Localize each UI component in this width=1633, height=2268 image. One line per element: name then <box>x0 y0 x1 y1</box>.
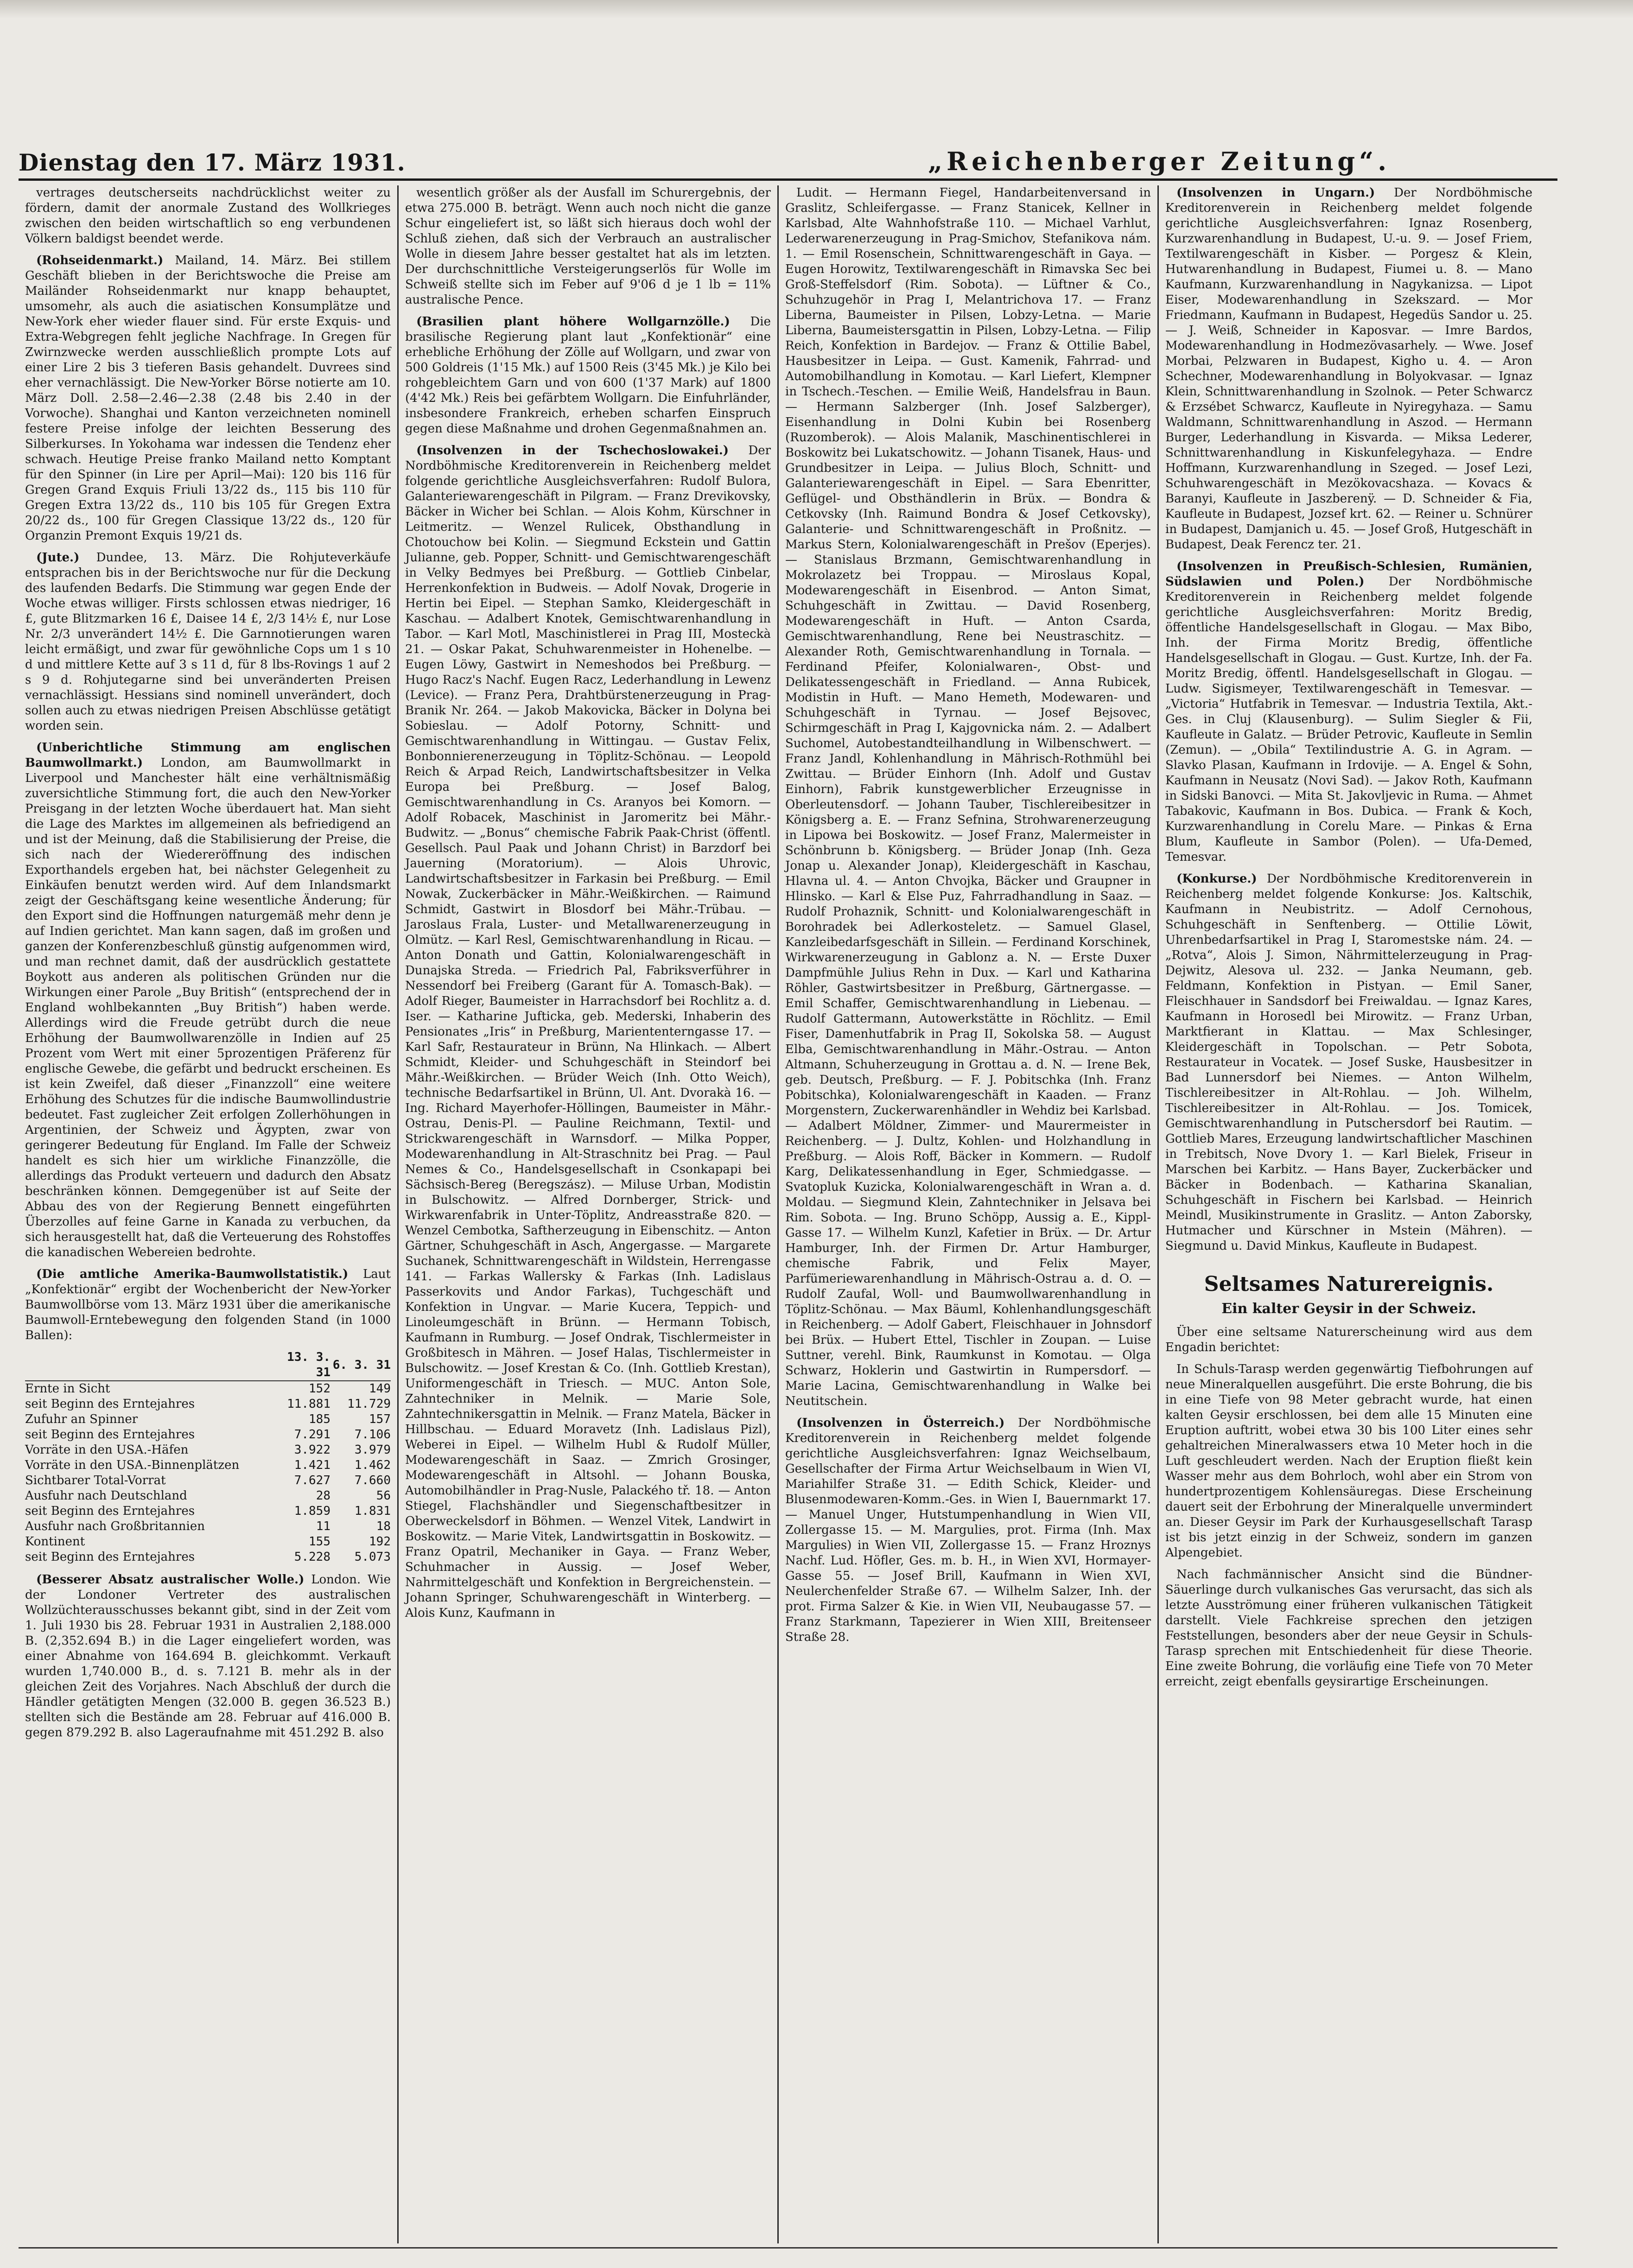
table-row <box>25 1442 391 1458</box>
table-row <box>25 1534 391 1550</box>
paragraph: Ludit. — Hermann Fiegel, Handarbeitenversand in Graslitz, Schleifergasse. — Franz Stanicek, Kellner in Karlsbad, Alte Wahnhofstraße 110. — Michael Varhlut, Lederwarenerzeugung in Prag-Smichov, Stefanikova nám. 1. — Emil Rosenschein, Schnittwarengeschäft in Gaya. — Eugen Horowitz, Textilwarengeschäft in Rimavska Sec bei Groß-Steffelsdorf (Rim. Sobota). — Lüftner & Co., Schuhzugehör in Prag I, Melantrichova 17. — Franz Liberna, Baumeister in Pilsen, Lobzy-Letna. — Marie Liberna, Baumeistersgattin in Pilsen, Lobzy-Letna. — Filip Reich, Konfektion in Bardejov. — Franz & Ottilie Babel, Hausbesitzer in Leipa. — Gust. Kamenik, Fahrrad- und Automobilhandlung in Komotau. — Karl Liefert, Klempner in Tschech.-Teschen. — Emilie Weiß, Handelsfrau in Baun. — Hermann Salzberger (Inh. Josef Salzberger), Eisenhandlung in Dolni Kubin bei Rosenberg (Ruzomberok). — Alois Malanik, Maschinentischlerei in Boskowitz bei Lukatschowitz. — Johann Tisanek, Haus- und Grundbesitzer in Leipa. — Julius Bloch, Schnitt- und Galanteriewarengeschäft in Eipel. — Sara Ebenritter, Geflügel- und Obsthändlerin in Brüx. — Bondra & Cetkovsky (Inh. Raimund Bondra & Josef Cetkovsky), Galanterie- und Schnittwarengeschäft in Proßnitz. — Markus Stern, Kolonialwarengeschäft in Prešov (Eperjes). — Stanislaus Brzmann, Gemischtwarenhandlung in Mokrolazetz bei Troppau. — Miroslaus Kopal, Modewarengeschäft in Eisenbrod. — Anton Simat, Schuhgeschäft in Zwittau. — David Rosenberg, Modewarengeschäft in Huft. — Anton Csarda, Gemischtwarenhandlung, Rene bei Neustraschitz. — Alexander Roth, Gemischtwarenhandlung in Tornala. — Ferdinand Pfeifer, Kolonialwaren-, Obst- und Delikatessengeschäft in Friedland. — Anna Rubicek, Modistin in Huft. — Mano Hemeth, Modewaren- und Schuhgeschäft in Tyrnau. — Josef Bejsovec, Schirmgeschäft in Prag I, Kajgovnicka nám. 2. — Adalbert Suchomel, Autobestandteilhandlung in Wilbenschwert. — Franz Jandl, Kohlenhandlung in Mährisch-Rothmühl bei Zwittau. — Brüder Einhorn (Inh. Adolf und Gustav Einhorn), Fabrik kunstgewerblicher Erzeugnisse in Oberleutensdorf. — Johann Tauber, Tischlereibesitzer in Königsberg a. E. — Franz Sefnina, Strohwarenerzeugung in Lipowa bei Boskowitz. — Josef Franz, Malermeister in Schönbrunn b. Königsberg. — Brüder Jonap (Inh. Geza Jonap u. Alexander Jonap), Kleidergeschäft in Kaschau, Hlavna ul. 4. — Anton Chvojka, Bäcker und Graupner in Hlinsko. — Karl & Else Puz, Fahrradhandlung in Saaz. — Rudolf Prohaznik, Schnitt- und Kolonialwarengeschäft in Borohradek bei Adlerkosteletz. — Samuel Glasel, Kanzleibedarfsgeschäft in Sillein. — Ferdinand Korschinek, Wirkwarenerzeugung in Gablonz a. N. — Erste Duxer Dampfmühle Julius Rehn in Dux. — Karl und Katharina Röhler, Gastwirtsbesitzer in Preßburg, Gärtnergasse. — Emil Schaffer, Gemischtwarenhandlung in Liebenau. — Rudolf Gattermann, Autowerkstätte in Röchlitz. — Emil Fiser, Damenhutfabrik in Prag II, Sokolska 58. — August Elba, Gemischtwarenhandlung in Mähr.-Ostrau. — Anton Altmann, Schuherzeugung in Grottau a. d. N. — Irene Bek, geb. Deutsch, Preßburg. — F. J. Pobitschka (Inh. Franz Pobitschka), Kolonialwarengeschäft in Kaaden. — Franz Morgenstern, Zuckerwarenhändler in Wehdiz bei Karlsbad. — Adalbert Möldner, Zimmer- und Maurermeister in Reichenberg. — J. Dultz, Kohlen- und Holzhandlung in Preßburg. — Alois Roff, Bäcker in Kommern. — Rudolf Karg, Delikatessenhandlung in Eger, Schmiedgasse. — Svatopluk Kuzicka, Kolonialwarengeschäft in Wran a. d. Moldau. — Siegmund Klein, Zahntechniker in Jelsava bei Rim. Sobota. — Ing. Bruno Schöpp, Aussig a. E., Kippl-Gasse 17. — Wilhelm Kunzl, Kafetier in Brüx. — Dr. Artur Hamburger, Inh. der Firmen Dr. Artur Hamburger, chemische Fabrik, und Felix Mayer, Parfümeriewarenhandlung in Mährisch-Ostrau a. d. O. — Rudolf Zaufal, Woll- und Baumwollwarenhandlung in Töplitz-Schönau. — Max Bäuml, Kohlenhandlungsgeschäft in Reichenberg. — Adolf Gabert, Fleischhauer in Johnsdorf bei Brüx. — Hubert Ettel, Tischler in Zoupan. — Luise Suttner, verehl. Bink, Raumkunst in Komotau. — Olga Schwarz, Hoklerin und Gastwirtin in Rumpersdorf. — Marie Lacina, Gemischtwarenhandlung in Walke bei Neutitschein. <box>785 186 1151 1408</box>
table-cell: Ausfuhr nach Deutschland <box>25 1489 187 1503</box>
table-cell: Zufuhr an Spinner <box>25 1412 138 1426</box>
table-cell: 7.106 <box>354 1428 391 1442</box>
table-cell: 192 <box>369 1535 391 1549</box>
table-row <box>25 1412 391 1427</box>
paragraph-heading: (Unberichtliche Stimmung am englischen Baumwollmarkt.) <box>25 741 391 770</box>
table-row <box>25 1427 391 1442</box>
paragraph <box>25 1572 391 1741</box>
paragraph-text: Die brasilische Regierung plant laut „Konfektionär“ eine erhebliche Erhöhung der Zölle auf Wollgarn, und zwar von 500 Goldreis (1'15 Mk.) auf 1500 Reis (3'45 Mk.) je Kilo bei rohgebleichtem Garn und von 600 (1'37 Mark) auf 1800 (4'42 Mk.) Reis bei gefärbtem Wollgarn. Die Einfuhrländer, insbesondere Frankreich, erheben scharfen Einspruch gegen diese Maßnahme und drohen Gegenmaßnahmen an. <box>405 315 771 436</box>
table-cell: Vorräte in den USA.-Häfen <box>25 1443 189 1457</box>
table-cell: 7.660 <box>354 1474 391 1487</box>
paragraph-text: Der Nordböhmische Kreditorenverein in Reichenberg meldet folgende gerichtliche Ausgleichsverfahren: Moritz Bredig, öffentliche Handelsgesellschaft in Glogau. — Max Bibo, Inh. der Firma Moritz Bredig, öffentliche Handelsgesellschaft in Glogau. — Gust. Kurtze, Inh. der Fa. Moritz Bredig, öffentl. Handelsgesellschaft in Glogau. — Ludw. Sigismeyer, Textilwarengeschäft in Temesvar. — „Victoria“ Hutfabrik in Temesvar. — Industria Textila, Akt.-Ges. in Cluj (Klausenburg). — Sulim Siegler & Fii, Kaufleute in Galatz. — Brüder Petrovic, Kaufleute in Semlin (Zemun). — „Obila“ Textilindustrie A. G. in Agram. — Slavko Plasan, Kaufmann in Irdovije. — A. Engel & Sohn, Kaufmann in Neusatz (Novi Sad). — Jakov Roth, Kaufmann in Sidski Banovci. — Mita St. Jakovljevic in Ruma. — Ahmet Tabakovic, Kaufmann in Bos. Dubica. — Frank & Koch, Kurzwarenhandlung in Corelu Mare. — Pinkas & Erna Blum, Kaufleute in Sambor (Polen). — Ufa-Demed, Temesvar. <box>1165 575 1533 864</box>
table-cell: seit Beginn des Erntejahres <box>25 1397 195 1411</box>
table-cell: 11.729 <box>347 1397 391 1411</box>
table-cell: 18 <box>376 1519 391 1533</box>
page-header <box>19 139 1557 176</box>
table-cell: 157 <box>369 1412 391 1426</box>
table-row <box>25 1473 391 1488</box>
newspaper-title: „Reichenberger Zeitung“. <box>928 146 1391 176</box>
table-row <box>25 1397 391 1412</box>
table-cell: 11 <box>316 1519 330 1533</box>
paragraph: In Schuls-Tarasp werden gegenwärtig Tiefbohrungen auf neue Mineralquellen ausgeführt. Die erste Bohrung, die bis in eine Tiefe von 98 Meter gebracht wurde, hat einen kalten Geysir erschlossen, bei dem alle 15 Minuten eine Eruption auftritt, wobei etwa 30 bis 100 Liter eines sehr gehaltreichen Mineralwassers etwa 10 Meter hoch in die Luft geschleudert werden. Nach der Eruption fließt kein Wasser mehr aus dem Bohrloch, wohl aber ein Strom von hundertprozentigem Kohlensäuregas. Diese Erscheinung dauert seit der Erbohrung der Mineralquelle unvermindert an. Dieser Geysir im Park der Kurhausgesellschaft Tarasp ist bis jetzt einzig in der Schweiz, sondern im ganzen Alpengebiet. <box>1165 1362 1532 1560</box>
table-row <box>25 1381 391 1397</box>
paragraph-heading: (Insolvenzen in der Tschechoslowakei.) <box>416 444 729 457</box>
paragraph-text: London. Wie der Londoner Vertreter des australischen Wollzüchterausschusses bekannt gibt, sind in der Zeit vom 1. Juli 1930 bis 28. Februar 1931 in Australien 2,188.000 B. (2,352.694 B.) in die Lager eingeliefert worden, was einer Abnahme von 164.694 B. gleichkommt. Verkauft wurden 1,740.000 B., d. s. 7.121 B. mehr als in der gleichen Zeit des Vorjahres. Nach Abschluß der durch die Händler getätigten Mengen (32.000 B. gegen 36.523 B.) stellten sich die Bestände am 28. Februar auf 416.000 B. gegen 879.292 B. also Lageraufnahme mit 451.292 B. also <box>25 1573 391 1740</box>
paragraph: Nach fachmännischer Ansicht sind die Bündner-Säuerlinge durch vulkanisches Gas verursacht, das sich als letzte Ausströmung einer früheren vulkanischen Tätigkeit darstellt. Viele Fachkreise sprechen den jetzigen Feststellungen, besonders aber der neue Geysir in Schuls-Tarasp sprechen mit Entschiedenheit für diese Theorie. Eine zweite Bohrung, die vorläufig eine Tiefe von 70 Meter erreicht, zeigt ebenfalls geysirartige Erscheinungen. <box>1165 1568 1532 1689</box>
table-cell: seit Beginn des Erntejahres <box>25 1550 195 1564</box>
paragraph <box>1165 559 1532 865</box>
table-cell: 11.881 <box>287 1397 330 1411</box>
paragraph-text: Laut „Konfektionär“ ergibt der Wochenbericht der New-Yorker Baumwollbörse vom 13. März 1931 über die amerikanische Baumwoll-Erntebewegung den folgenden Stand (in 1000 Ballen): <box>25 1267 391 1342</box>
paragraph: vertrages deutscherseits nachdrücklichst weiter zu fördern, damit der anormale Zustand des Wollkrieges zwischen den beiden wirtschaftlich so eng verbundenen Völkern baldigst beendet werde. <box>25 186 391 246</box>
paragraph <box>405 443 771 1621</box>
table-cell: 3.979 <box>354 1443 391 1457</box>
paragraph <box>785 1416 1151 1645</box>
table-cell: 56 <box>376 1489 391 1503</box>
article-columns <box>19 185 1557 2243</box>
table-cell: 7.627 <box>294 1474 330 1487</box>
paragraph-heading: (Besserer Absatz australischer Wolle.) <box>36 1573 305 1587</box>
paragraph-text: Der Nordböhmische Kreditorenverein in Reichenberg meldet folgende gerichtliche Ausgleichsverfahren: Rudolf Bulora, Galanteriewarengeschäft in Pilgram. — Franz Drevikovsky, Bäcker in Wicher bei Schlan. — Alois Kohm, Kürschner in Leitmeritz. — Wenzel Rulicek, Obsthandlung in Chotouchow bei Kolin. — Siegmund Eckstein und Gattin Julianne, geb. Popper, Schnitt- und Gemischtwarengeschäft in Velky Bedmyes bei Preßburg. — Gottlieb Cinbelar, Herrenkonfektion in Budweis. — Adolf Novak, Drogerie in Hertin bei Eipel. — Stephan Samko, Kleidergeschäft in Kaschau. — Adalbert Knotek, Gemischtwarenhandlung in Tabor. — Karl Motl, Maschinistlerei in Prag III, Mosteckà 21. — Oskar Pakat, Schuhwarenmeister in Hohenelbe. — Eugen Löwy, Gastwirt in Nemeshodos bei Preßburg. — Hugo Racz's Nachf. Eugen Racz, Lederhandlung in Lewenz (Levice). — Franz Pera, Drahtbürstenerzeugung in Prag-Branik Nr. 264. — Jakob Makovicka, Bäcker in Dolyna bei Sobieslau. — Adolf Potorny, Schnitt- und Gemischtwarenhandlung in Wittingau. — Gustav Felix, Bonbonnierenerzeugung in Töplitz-Schönau. — Leopold Reich & Arpad Reich, Landwirtschaftsbesitzer in Velka Europa bei Preßburg. — Josef Balog, Gemischtwarenhandlung in Cs. Aranyos bei Komorn. — Adolf Robacek, Maschinist in Jaromeritz bei Mähr.-Budwitz. — „Bonus“ chemische Fabrik Paak-Christ (öffentl. Gesellsch. Paul Paak und Johann Christ) in Barzdorf bei Jauerning (Moratorium). — Alois Uhrovic, Landwirtschaftsbesitzer in Farkasin bei Preßburg. — Emil Nowak, Zuckerbäcker in Mähr.-Weißkirchen. — Raimund Schmidt, Gastwirt in Blosdorf bei Mähr.-Trübau. — Jaroslaus Frala, Luster- und Metallwarenerzeugung in Olmütz. — Karl Resl, Gemischtwarenhandlung in Ricau. — Anton Donath und Gattin, Kolonialwarengeschäft in Dunajska Streda. — Friedrich Pal, Fabriksverführer in Nessendorf bei Freiberg (Garant für A. Tomasch-Bak). — Adolf Rieger, Baumeister in Harrachsdorf bei Rochlitz a. d. Iser. — Katharine Jufticka, geb. Mederski, Inhaberin des Pensionates „Iris“ in Preßburg, Mariententerngasse 17. — Karl Safr, Restaurateur in Brünn, Na Hlinkach. — Albert Schmidt, Kleider- und Schuhgeschäft in Steindorf bei Mähr.-Weißkirchen. — Brüder Weich (Inh. Otto Weich), technische Bedarfsartikel in Brünn, Ul. Ant. Dvorakà 16. — Ing. Richard Mayerhofer-Höllingen, Baumeister in Mähr.-Ostrau, Denis-Pl. — Pauline Reichmann, Textil- und Strickwarengeschäft in Warnsdorf. — Milka Popper, Modewarenhandlung in Alt-Straschnitz bei Prag. — Paul Nemes & Co., Handelsgesellschaft in Csonkapapi bei Sächsisch-Bereg (Beregszász). — Miluse Urban, Modistin in Bulschowitz. — Alfred Dornberger, Strick- und Wirkwarenfabrik in Unter-Töplitz, Andreasstraße 820. — Wenzel Cembotka, Saftherzeugung in Eibenschitz. — Anton Gärtner, Schuhgeschäft in Asch, Angergasse. — Margarete Suchanek, Schnittwarengeschäft in Wildstein, Herrengasse 141. — Farkas Wallersky & Farkas (Inh. Ladislaus Passerkovits und Andor Farkas), Tuchgeschäft und Konfektion in Ungvar. — Marie Kucera, Teppich- und Linoleumgeschäft in Brünn. — Hermann Tobisch, Kaufmann in Rumburg. — Josef Ondrak, Tischlermeister in Großbitesch in Mähren. — Josef Halas, Tischlermeister in Bulschowitz. — Josef Krestan & Co. (Inh. Gottlieb Krestan), Uniformengeschäft in Triesch. — MUC. Anton Sole, Zahntechniker in Melnik. — Marie Sole, Zahntechnikersgattin in Melnik. — Franz Matela, Bäcker in Hillbschau. — Eduard Moravetz (Inh. Ladislaus Pizl), Weberei in Eipel. — Wilhelm Hubl & Rudolf Müller, Modewarengeschäft in Saaz. — Zmrich Grosinger, Modewarengeschäft in Altsohl. — Johann Bouska, Automobilhändler in Prag-Nusle, Palackého tř. 18. — Anton Stiegel, Flachshändler und Siegenschaftbesitzer in Oberweckelsdorf in Böhmen. — Wenzel Vitek, Landwirt in Boskowitz. — Marie Vitek, Landwirtsgattin in Boskowitz. — Franz Opatril, Mechaniker in Gaya. — Franz Weber, Schuhmacher in Aussig. — Josef Weber, Nahrmittelgeschäft und Konfektion in Bergreichenstein. — Johann Springer, Schuhwarengeschäft in Winterberg. — Alois Kunz, Kaufmann in <box>405 444 771 1620</box>
cotton-stats-table <box>25 1350 391 1565</box>
table-row <box>25 1458 391 1473</box>
paragraph <box>1165 871 1532 1254</box>
table-cell: 149 <box>369 1382 391 1396</box>
table-cell: Ernte in Sicht <box>25 1382 110 1396</box>
paragraph-text: Mailand, 14. März. Bei stillem Geschäft blieben in der Berichtswoche die Preise am Mailänder Rohseidenmarkt nur knapp behauptet, umsomehr, als auch die asiatischen Konsumplätze und New-York eher wieder flauer sind. Für erste Exquis- und Extra-Webgregen fehlt jegliche Nachfrage. In Gregen für Zwirnzwecke werden ausschließlich prompte Lots auf einer Lire 2 bis 3 tieferen Basis gehandelt. Duvrees sind eher vernachlässigt. Die New-Yorker Börse notierte am 10. März Doll. 2.58—2.46—2.38 (2.48 bis 2.40 in der Vorwoche). Shanghai und Kanton verzeichneten nominell festere Preise infolge der leichten Besserung des Silberkurses. In Yokohama war indessen die Tendenz eher schwach. Heutige Preise franko Mailand netto Komptant für den Spinner (in Lire per April—Mai): 120 bis 116 für Gregen Grand Exquis Friuli 13/22 ds., 115 bis 110 für Gregen Extra 13/22 ds., 110 bis 105 für Gregen Extra 20/22 ds., 100 für Gregen Classique 13/22 ds., 120 für Organzin Premont Exquis 19/21 ds. <box>25 254 391 543</box>
table-cell: 185 <box>309 1412 330 1426</box>
section-subtitle: Ein kalter Geysir in der Schweiz. <box>1221 1301 1476 1317</box>
paragraph-text: Dundee, 13. März. Die Rohjuteverkäufe entsprachen bis in der Berichtswoche nur für die Deckung des laufenden Bedarfs. Die Stimmung war gegen Ende der Woche etwas williger. Firsts schlossen etwas niedriger, 16 £, gute Blitzmarken 16 £, Daisee 14 £, 2/3 14½ £, nur Lose Nr. 2/3 unverändert 14½ £. Die Garnnotierungen waren leicht ermäßigt, und zwar für gewöhnliche Cops um 1 s 10 d und mittlere Kette auf 3 s 11 d, für 8 lbs-Rovings 1 auf 2 s 9 d. Rohjutegarne sind bei unveränderten Preisen vernachlässigt. Hessians sind nominell unverändert, doch sollen auch zu etwas niedrigen Preisen Abschlüsse getätigt worden sein. <box>25 551 391 733</box>
table-cell: 155 <box>309 1535 330 1549</box>
table-row <box>25 1550 391 1565</box>
issue-date: Dienstag den 17. März 1931. <box>19 149 406 176</box>
table-header-row <box>25 1350 391 1381</box>
table-cell: 7.291 <box>294 1428 330 1442</box>
paragraph <box>25 550 391 734</box>
paragraph-heading: (Konkurse.) <box>1176 872 1257 886</box>
table-cell: Vorräte in den USA.-Binnenplätzen <box>25 1458 240 1472</box>
table-cell: 1.831 <box>354 1504 391 1518</box>
table-cell: Ausfuhr nach Großbritannien <box>25 1519 205 1533</box>
table-cell: 1.421 <box>294 1458 330 1472</box>
table-row <box>25 1488 391 1504</box>
paragraph <box>1165 185 1532 553</box>
paragraph <box>25 253 391 544</box>
paragraph-text: London, am Baumwollmarkt in Liverpool und Manchester hält eine verhältnismäßig zuversichtliche Stimmung fort, die auch den New-Yorker Preisgang in der letzten Woche überdauert hat. Man sieht die Lage des Marktes im allgemeinen als befriedigend an und ist der Meinung, daß die Stabilisierung der Preise, die sich nach der Wiedereröffnung des indischen Exporthandels ergeben hat, bei nächster Gelegenheit zu Einkäufen benutzt werden wird. Auf dem Inlandsmarkt zeigt der Geschäftsgang keine wesentliche Änderung; für den Export sind die Hoffnungen naturgemäß mehr denn je auf Indien gerichtet. Man kann sagen, daß im großen und ganzen der Konferenzbeschluß günstig aufgenommen wird, und man rechnet damit, daß der ausdrücklich gestattete Boykott aus anderen als politischen Gründen nur die Wirkungen einer Parole „Buy British“ (entsprechend der in England wohlbekannten „Buy British“) haben werde. Allerdings wird die Freude getrübt durch die neue Erhöhung der Baumwollwarenzölle in Indien auf 25 Prozent vom Wert mit einer 5prozentigen Präferenz für englische Gewebe, die gefärbt und bedruckt erscheinen. Es ist kein Zweifel, daß dieser „Finanzzoll“ eine weitere Erhöhung des Schutzes für die indische Baumwollindustrie bedeutet. Fast zugleicher Zeit erfolgen Zollerhöhungen in Argentinien, der Schweiz und Ägypten, zwar von geringerer Bedeutung für England. Im Falle der Schweiz handelt es sich hier um wirkliche Finanzzölle, die allerdings das Produkt verteuern und dadurch den Absatz beschränken können. Demgegenüber ist auf Seite der Abbau des von der Regierung Bennett eingeführten Überzolles auf feine Garne in Kanada zu verbuchen, da sich herausgestellt hat, daß die Verteuerung des Rohstoffes die kanadischen Webereien bedrohte. <box>25 756 391 1259</box>
paragraph-text: Der Nordböhmische Kreditorenverein in Reichenberg meldet folgende Konkurse: Jos. Kaltschik, Kaufmann in Neubistritz. — Adolf Cernohous, Schuhgeschäft in Senftenberg. — Ottilie Löwit, Uhrenbedarfsartikel in Prag I, Staromestske nám. 24. — „Rotva“, Alois J. Simon, Nährmittelerzeugung in Prag-Dejwitz, Alesova ul. 232. — Janka Neumann, geb. Feldmann, Konfektion in Pistyan. — Emil Saner, Fleischhauer in Sandsdorf bei Freiwaldau. — Ignaz Kares, Kaufmann in Horosedl bei Mirowitz. — Franz Urban, Marktfierant in Klattau. — Max Schlesinger, Kleidergeschäft in Topolschan. — Petr Sobota, Restaurateur in Vocatek. — Josef Suske, Hausbesitzer in Bad Lunnersdorf bei Niemes. — Anton Wilhelm, Tischlereibesitzer in Alt-Rohlau. — Joh. Wilhelm, Tischlereibesitzer in Alt-Rohlau. — Jos. Tomicek, Gemischtwarenhandlung in Putschersdorf bei Rautim. — Gottlieb Mares, Erzeugung landwirtschaftlicher Maschinen in Trebitsch, Nove Dvory 1. — Karl Bielek, Friseur in Marschen bei Karbitz. — Hans Bayer, Zuckerbäcker und Bäcker in Bodenbach. — Katharina Skanalian, Schuhgeschäft in Fischern bei Karlsbad. — Heinrich Meindl, Musikinstrumente in Graslitz. — Anton Zaborsky, Hutmacher und Kürschner in Mstein (Mähren). — Siegmund u. David Minkus, Kaufleute in Budapest. <box>1165 872 1533 1253</box>
table-row <box>25 1519 391 1534</box>
table-cell: 5.228 <box>294 1550 330 1564</box>
paragraph-text: Der Nordböhmische Kreditorenverein in Reichenberg meldet folgende gerichtliche Ausgleichsverfahren: Ignaz Rosenberg, Kurzwarenhandlung in Budapest, U.-u. 9. — Josef Friem, Textilwarengeschäft in Kisber. — Porgesz & Klein, Hutwarenhandlung in Budapest, Fiumei u. 8. — Mano Kaufmann, Kurzwarenhandlung in Nagykanizsa. — Lipot Eiser, Modewarenhandlung in Szekszard. — Mor Friedmann, Kaufmann in Budapest, Hegedüs Sandor u. 25. — J. Weiß, Schneider in Kaposvar. — Imre Bardos, Modewarenhandlung in Hodmezövasarhely. — Wwe. Josef Morbai, Pelzwaren in Budapest, Kigho u. 4. — Aron Schechner, Modewarenhandlung in Bolyokvasar. — Ignaz Klein, Schnittwarenhandlung in Szolnok. — Peter Schwarcz & Erzsébet Schwarcz, Kaufleute in Nyiregyhaza. — Samu Waldmann, Schnittwarenhandlung in Aszod. — Hermann Burger, Lederhandlung in Kisvarda. — Miksa Lederer, Schnittwarenhandlung in Kiskunfelegyhaza. — Endre Hoffmann, Kurzwarenhandlung in Szeged. — Josef Lezi, Schuhwarengeschäft in Mezökovacshaza. — Kovacs & Baranyi, Kaufleute in Jaszberenÿ. — D. Schneider & Fia, Kaufleute in Budapest, Jozsef krt. 62. — Reiner u. Schnürer in Budapest, Damjanich u. 45. — Josef Groß, Hutgeschäft in Budapest, Deak Ferencz ter. 21. <box>1165 186 1533 552</box>
paragraph: wesentlich größer als der Ausfall im Schurergebnis, der etwa 275.000 B. beträgt. Wenn auch noch nicht die ganze Schur eingeliefert ist, so läßt sich hieraus doch wohl der Schluß ziehen, daß sich der Verbrauch an australischer Wolle in diesem Jahre besser gestaltet hat als im letzten. Der durchschnittliche Versteigerungserlös für Wolle im Schweiß stellte sich im Feber auf 9'06 d je 1 lb = 11% australische Pence. <box>405 186 771 307</box>
table-cell: 6. 3. 31 <box>330 1350 391 1381</box>
paragraph-text: Der Nordböhmische Kreditorenverein in Reichenberg meldet folgende gerichtliche Ausgleichsverfahren: Ignaz Weichselbaum, Gesellschafter der Firma Artur Weichselbaum in Wien VI, Mariahilfer Straße 31. — Edith Schick, Kleider- und Blusenmodewaren-Komm.-Ges. in Wien I, Bauernmarkt 17. — Manuel Unger, Hutstumpenhandlung in Wien VII, Zollergasse 15. — M. Margulies, prot. Firma (Inh. Max Margulies) in Wien VII, Zollergasse 15. — Franz Hroznys Nachf. Lud. Höfler, Ges. m. b. H., in Wien XVI, Hormayer-Gasse 55. — Josef Brill, Kaufmann in Wien XVI, Neulerchenfelder Straße 67. — Wilhelm Salzer, Inh. der prot. Firma Salzer & Kie. in Wien VII, Neubaugasse 57. — Franz Starkmann, Tapezierer in Wien XIII, Breitenseer Straße 28. <box>785 1416 1151 1644</box>
table-cell: Kontinent <box>25 1535 85 1549</box>
paragraph-heading: (Jute.) <box>36 551 80 565</box>
paragraph: Über eine seltsame Naturerscheinung wird aus dem Engadin berichtet: <box>1165 1325 1532 1354</box>
table-cell: 3.922 <box>294 1443 330 1457</box>
page-edge <box>0 0 1633 19</box>
table-cell: 1.462 <box>354 1458 391 1472</box>
table-cell: seit Beginn des Erntejahres <box>25 1428 195 1442</box>
column-2 <box>399 185 779 2243</box>
table-cell: Sichtbarer Total-Vorrat <box>25 1474 166 1487</box>
table-row <box>25 1504 391 1519</box>
section-title: Seltsames Naturereignis. <box>1204 1272 1494 1296</box>
paragraph-heading: (Insolvenzen in Ungarn.) <box>1176 186 1375 200</box>
header-rule <box>19 178 1557 181</box>
table-cell: 13. 3. 31 <box>270 1350 330 1381</box>
table-cell: 5.073 <box>354 1550 391 1564</box>
paragraph <box>405 314 771 437</box>
table-cell: 1.859 <box>294 1504 330 1518</box>
column-1 <box>19 185 399 2243</box>
table-cell: 28 <box>316 1489 330 1503</box>
paragraph-heading: (Brasilien plant höhere Wollgarnzölle.) <box>416 315 730 329</box>
paragraph <box>25 1267 391 1343</box>
bottom-rule <box>19 2247 1557 2249</box>
paragraph-heading: (Insolvenzen in Österreich.) <box>796 1416 1005 1430</box>
paragraph-heading: (Insolvenzen in Preußisch-Schlesien, Rumänien, Südslawien und Polen.) <box>1165 559 1532 589</box>
column-4 <box>1159 185 1539 2243</box>
column-3 <box>779 185 1159 2243</box>
table-cell: seit Beginn des Erntejahres <box>25 1504 195 1518</box>
table-cell: 152 <box>309 1382 330 1396</box>
paragraph-heading: (Die amtliche Amerika-Baumwollstatistik.) <box>36 1267 349 1281</box>
table-cell <box>25 1350 270 1381</box>
paragraph <box>25 740 391 1260</box>
paragraph-heading: (Rohseidenmarkt.) <box>36 254 164 267</box>
